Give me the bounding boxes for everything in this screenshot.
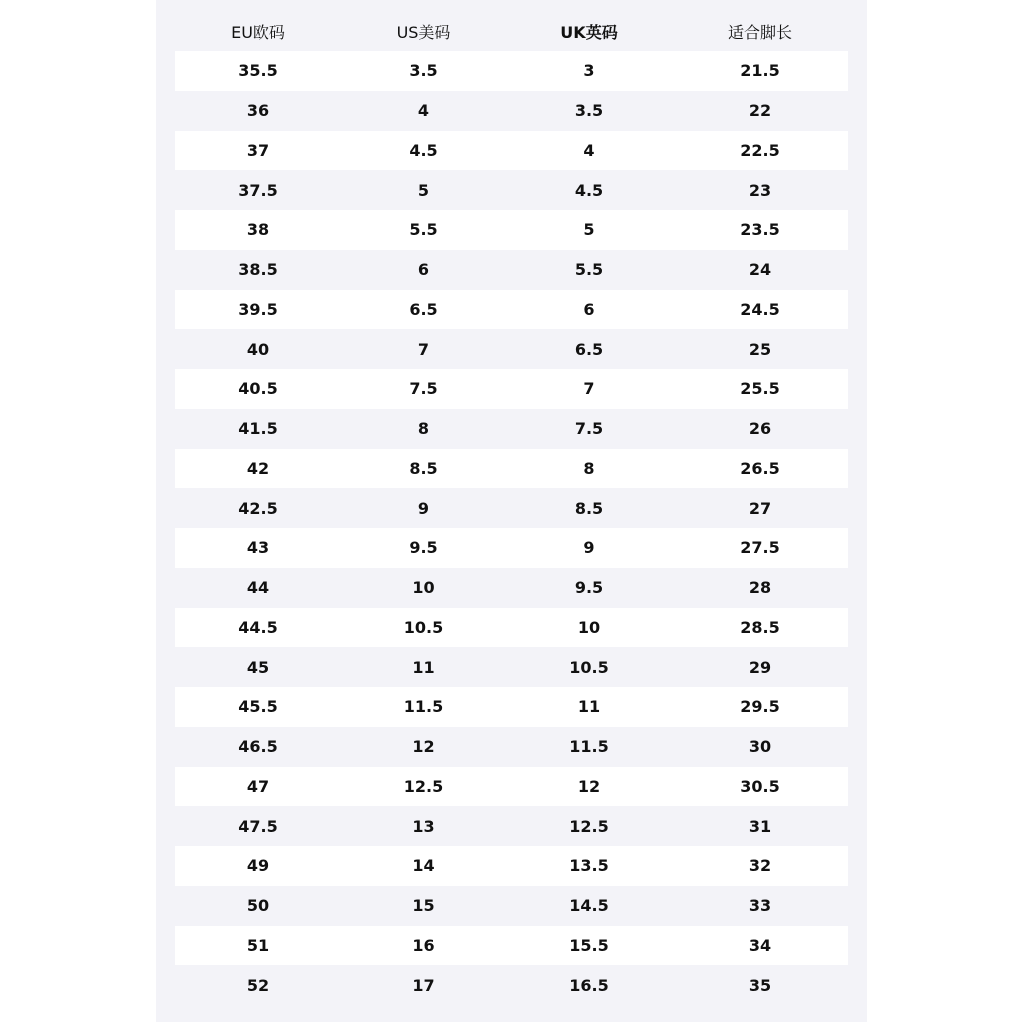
table-row xyxy=(175,290,848,330)
table-row xyxy=(175,687,848,727)
table-row xyxy=(175,449,848,489)
cell-uk-size: 5 xyxy=(583,220,595,240)
cell-eu-size: 35.5 xyxy=(238,61,278,81)
cell-us-size: 4.5 xyxy=(409,140,438,160)
cell-us-size: 8.5 xyxy=(409,458,438,478)
table-row xyxy=(175,846,848,886)
cell-eu-size: 36 xyxy=(246,101,270,121)
cell-us-size: 5 xyxy=(417,180,430,200)
table-row xyxy=(175,886,848,926)
header-foot-length: 适合脚长 xyxy=(727,22,792,42)
table-row xyxy=(175,409,848,449)
cell-us-size: 8 xyxy=(417,419,430,439)
cell-eu-size: 49 xyxy=(246,856,270,876)
cell-us-size: 6.5 xyxy=(409,299,438,319)
cell-uk-size: 5.5 xyxy=(574,260,604,280)
cell-foot-length: 35 xyxy=(748,975,772,995)
table-row xyxy=(175,965,848,1005)
cell-eu-size: 37 xyxy=(246,140,270,160)
cell-eu-size: 42 xyxy=(246,458,270,478)
cell-eu-size: 42.5 xyxy=(238,498,278,518)
cell-uk-size: 11.5 xyxy=(569,737,609,757)
cell-us-size: 14 xyxy=(412,856,435,876)
cell-foot-length: 28.5 xyxy=(740,617,780,637)
cell-eu-size: 39.5 xyxy=(238,299,278,319)
cell-us-size: 3.5 xyxy=(409,61,438,81)
cell-uk-size: 10 xyxy=(577,617,601,637)
cell-us-size: 10.5 xyxy=(403,617,444,637)
cell-eu-size: 45 xyxy=(246,657,270,677)
header-us: US美码 xyxy=(396,22,451,42)
cell-uk-size: 9.5 xyxy=(574,578,604,598)
cell-us-size: 17 xyxy=(412,975,435,995)
cell-foot-length: 25 xyxy=(748,339,772,359)
cell-uk-size: 16.5 xyxy=(569,975,609,995)
table-row xyxy=(175,806,848,846)
cell-foot-length: 22 xyxy=(748,101,772,121)
table-row xyxy=(175,210,848,250)
table-row xyxy=(175,608,848,648)
cell-eu-size: 47.5 xyxy=(238,816,278,836)
table-row xyxy=(175,131,848,171)
cell-foot-length: 23 xyxy=(748,180,772,200)
table-row xyxy=(175,369,848,409)
cell-us-size: 15 xyxy=(412,896,435,916)
cell-uk-size: 10.5 xyxy=(569,657,609,677)
table-row xyxy=(175,250,848,290)
table-row xyxy=(175,568,848,608)
cell-foot-length: 29.5 xyxy=(740,697,780,717)
cell-uk-size: 6 xyxy=(583,299,595,319)
cell-uk-size: 11 xyxy=(577,697,601,717)
table-row xyxy=(175,926,848,966)
cell-uk-size: 3 xyxy=(583,61,595,81)
table-row xyxy=(175,91,848,131)
cell-foot-length: 23.5 xyxy=(740,220,780,240)
cell-foot-length: 28 xyxy=(748,578,772,598)
cell-foot-length: 29 xyxy=(748,657,772,677)
cell-uk-size: 12.5 xyxy=(569,816,609,836)
cell-uk-size: 4.5 xyxy=(574,180,604,200)
cell-uk-size: 7.5 xyxy=(574,419,604,439)
cell-us-size: 9 xyxy=(417,498,430,518)
cell-eu-size: 40.5 xyxy=(238,379,278,399)
cell-us-size: 11 xyxy=(412,657,435,677)
table-row xyxy=(175,647,848,687)
cell-us-size: 10 xyxy=(412,578,435,598)
cell-us-size: 6 xyxy=(417,260,430,280)
cell-us-size: 7 xyxy=(417,339,430,359)
table-row xyxy=(175,727,848,767)
cell-eu-size: 52 xyxy=(246,975,270,995)
cell-foot-length: 31 xyxy=(748,816,772,836)
cell-eu-size: 41.5 xyxy=(238,419,278,439)
cell-uk-size: 15.5 xyxy=(569,935,609,955)
cell-uk-size: 8.5 xyxy=(574,498,604,518)
cell-foot-length: 33 xyxy=(748,896,772,916)
cell-uk-size: 6.5 xyxy=(574,339,604,359)
cell-us-size: 12.5 xyxy=(403,776,444,796)
table-row xyxy=(175,170,848,210)
table-row xyxy=(175,488,848,528)
cell-foot-length: 24.5 xyxy=(740,299,780,319)
cell-eu-size: 38.5 xyxy=(238,260,278,280)
cell-uk-size: 7 xyxy=(583,379,595,399)
cell-eu-size: 51 xyxy=(246,935,270,955)
cell-foot-length: 22.5 xyxy=(740,140,780,160)
table-row xyxy=(175,51,848,91)
header-uk: UK英码 xyxy=(560,22,618,42)
cell-foot-length: 26 xyxy=(748,419,772,439)
cell-uk-size: 8 xyxy=(583,458,595,478)
cell-eu-size: 44.5 xyxy=(238,617,278,637)
cell-us-size: 11.5 xyxy=(403,697,444,717)
header-eu: EU欧码 xyxy=(231,22,285,42)
cell-eu-size: 47 xyxy=(246,776,270,796)
cell-foot-length: 27.5 xyxy=(740,538,780,558)
table-row xyxy=(175,528,848,568)
cell-us-size: 9.5 xyxy=(409,538,438,558)
cell-foot-length: 27 xyxy=(748,498,772,518)
cell-uk-size: 12 xyxy=(577,776,601,796)
cell-uk-size: 3.5 xyxy=(574,101,604,121)
cell-foot-length: 21.5 xyxy=(740,61,780,81)
cell-us-size: 16 xyxy=(412,935,435,955)
cell-us-size: 4 xyxy=(417,101,430,121)
table-row xyxy=(175,329,848,369)
cell-eu-size: 45.5 xyxy=(238,697,278,717)
cell-eu-size: 37.5 xyxy=(238,180,278,200)
cell-foot-length: 30 xyxy=(748,737,772,757)
table-row xyxy=(175,767,848,807)
cell-foot-length: 26.5 xyxy=(740,458,780,478)
cell-uk-size: 13.5 xyxy=(569,856,609,876)
cell-eu-size: 43 xyxy=(246,538,270,558)
cell-us-size: 5.5 xyxy=(409,220,438,240)
cell-foot-length: 25.5 xyxy=(740,379,780,399)
cell-eu-size: 44 xyxy=(246,578,270,598)
table-body xyxy=(175,51,848,1005)
cell-eu-size: 50 xyxy=(246,896,270,916)
cell-us-size: 13 xyxy=(412,816,435,836)
cell-uk-size: 14.5 xyxy=(569,896,609,916)
cell-us-size: 7.5 xyxy=(409,379,438,399)
cell-foot-length: 34 xyxy=(748,935,772,955)
table-header xyxy=(175,11,848,51)
cell-eu-size: 46.5 xyxy=(238,737,278,757)
cell-uk-size: 4 xyxy=(583,140,595,160)
cell-eu-size: 40 xyxy=(246,339,270,359)
cell-eu-size: 38 xyxy=(246,220,270,240)
cell-foot-length: 32 xyxy=(748,856,772,876)
cell-us-size: 12 xyxy=(412,737,435,757)
cell-foot-length: 24 xyxy=(748,260,772,280)
cell-foot-length: 30.5 xyxy=(740,776,780,796)
cell-uk-size: 9 xyxy=(583,538,595,558)
